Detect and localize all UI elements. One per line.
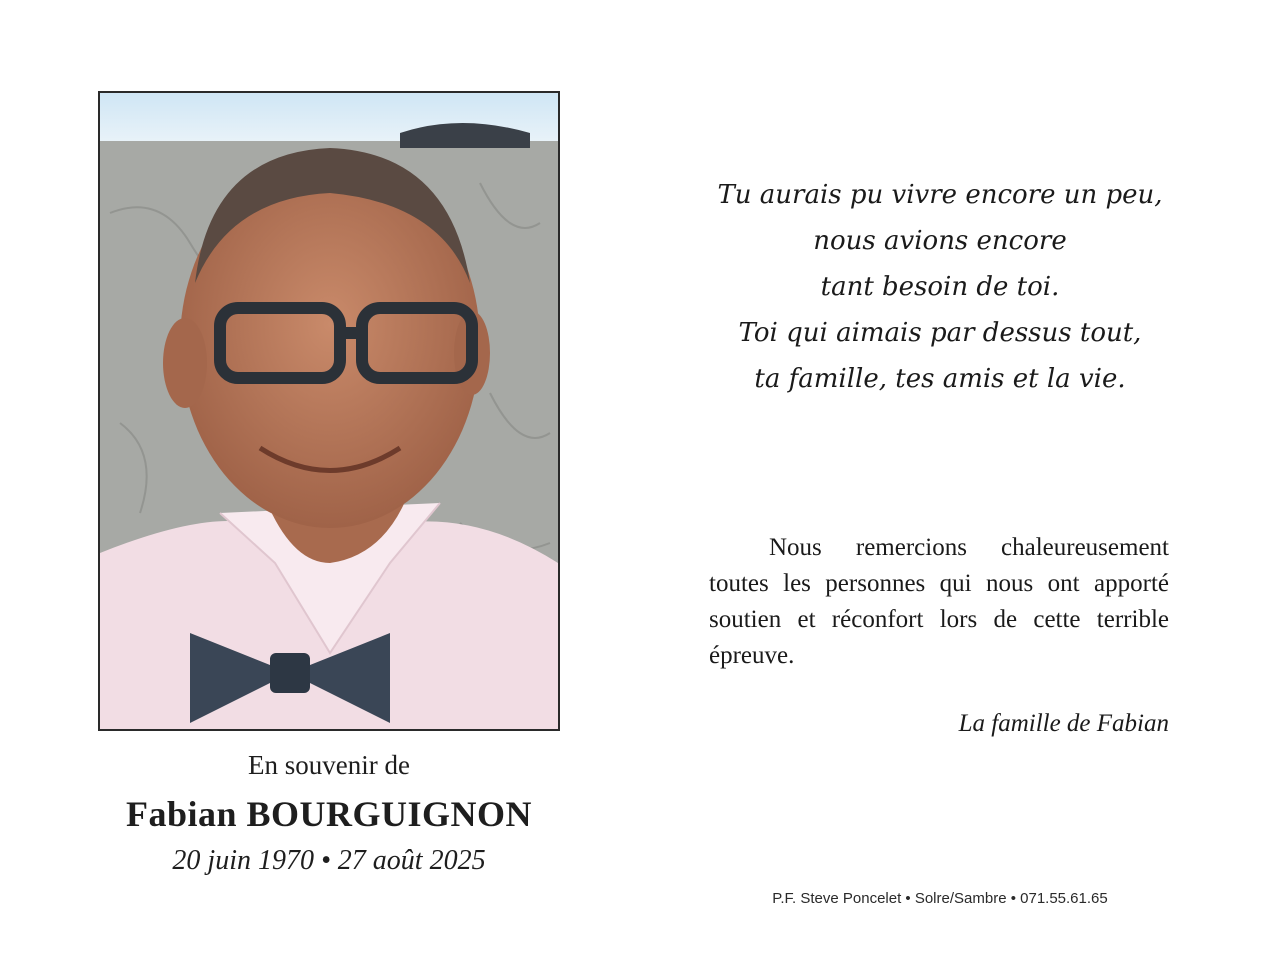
thanks-message: Nous remercions chaleureusement toutes les personnes qui nous ont apporté soutien et réconfort lors de cette terrible épreuve. (709, 534, 1169, 669)
poem-line: Tu aurais pu vivre encore un peu, (717, 180, 1163, 210)
poem-line: nous avions encore (813, 226, 1067, 256)
portrait-illustration (100, 93, 558, 729)
poem (690, 172, 1190, 402)
memorial-intro: En souvenir de (248, 750, 410, 780)
funeral-home-footer: P.F. Steve Poncelet • Solre/Sambre • 071.55.61.65 (772, 890, 1108, 907)
poem-line: Toi qui aimais par dessus tout, (738, 318, 1142, 348)
poem-line: tant besoin de toi. (820, 272, 1060, 302)
family-signature: La famille de Fabian (958, 710, 1169, 737)
poem-line: ta famille, tes amis et la vie. (754, 364, 1126, 394)
life-dates: 20 juin 1970 • 27 août 2025 (172, 845, 486, 876)
deceased-name: Fabian BOURGUIGNON (125, 794, 533, 834)
portrait-photo (98, 91, 560, 731)
